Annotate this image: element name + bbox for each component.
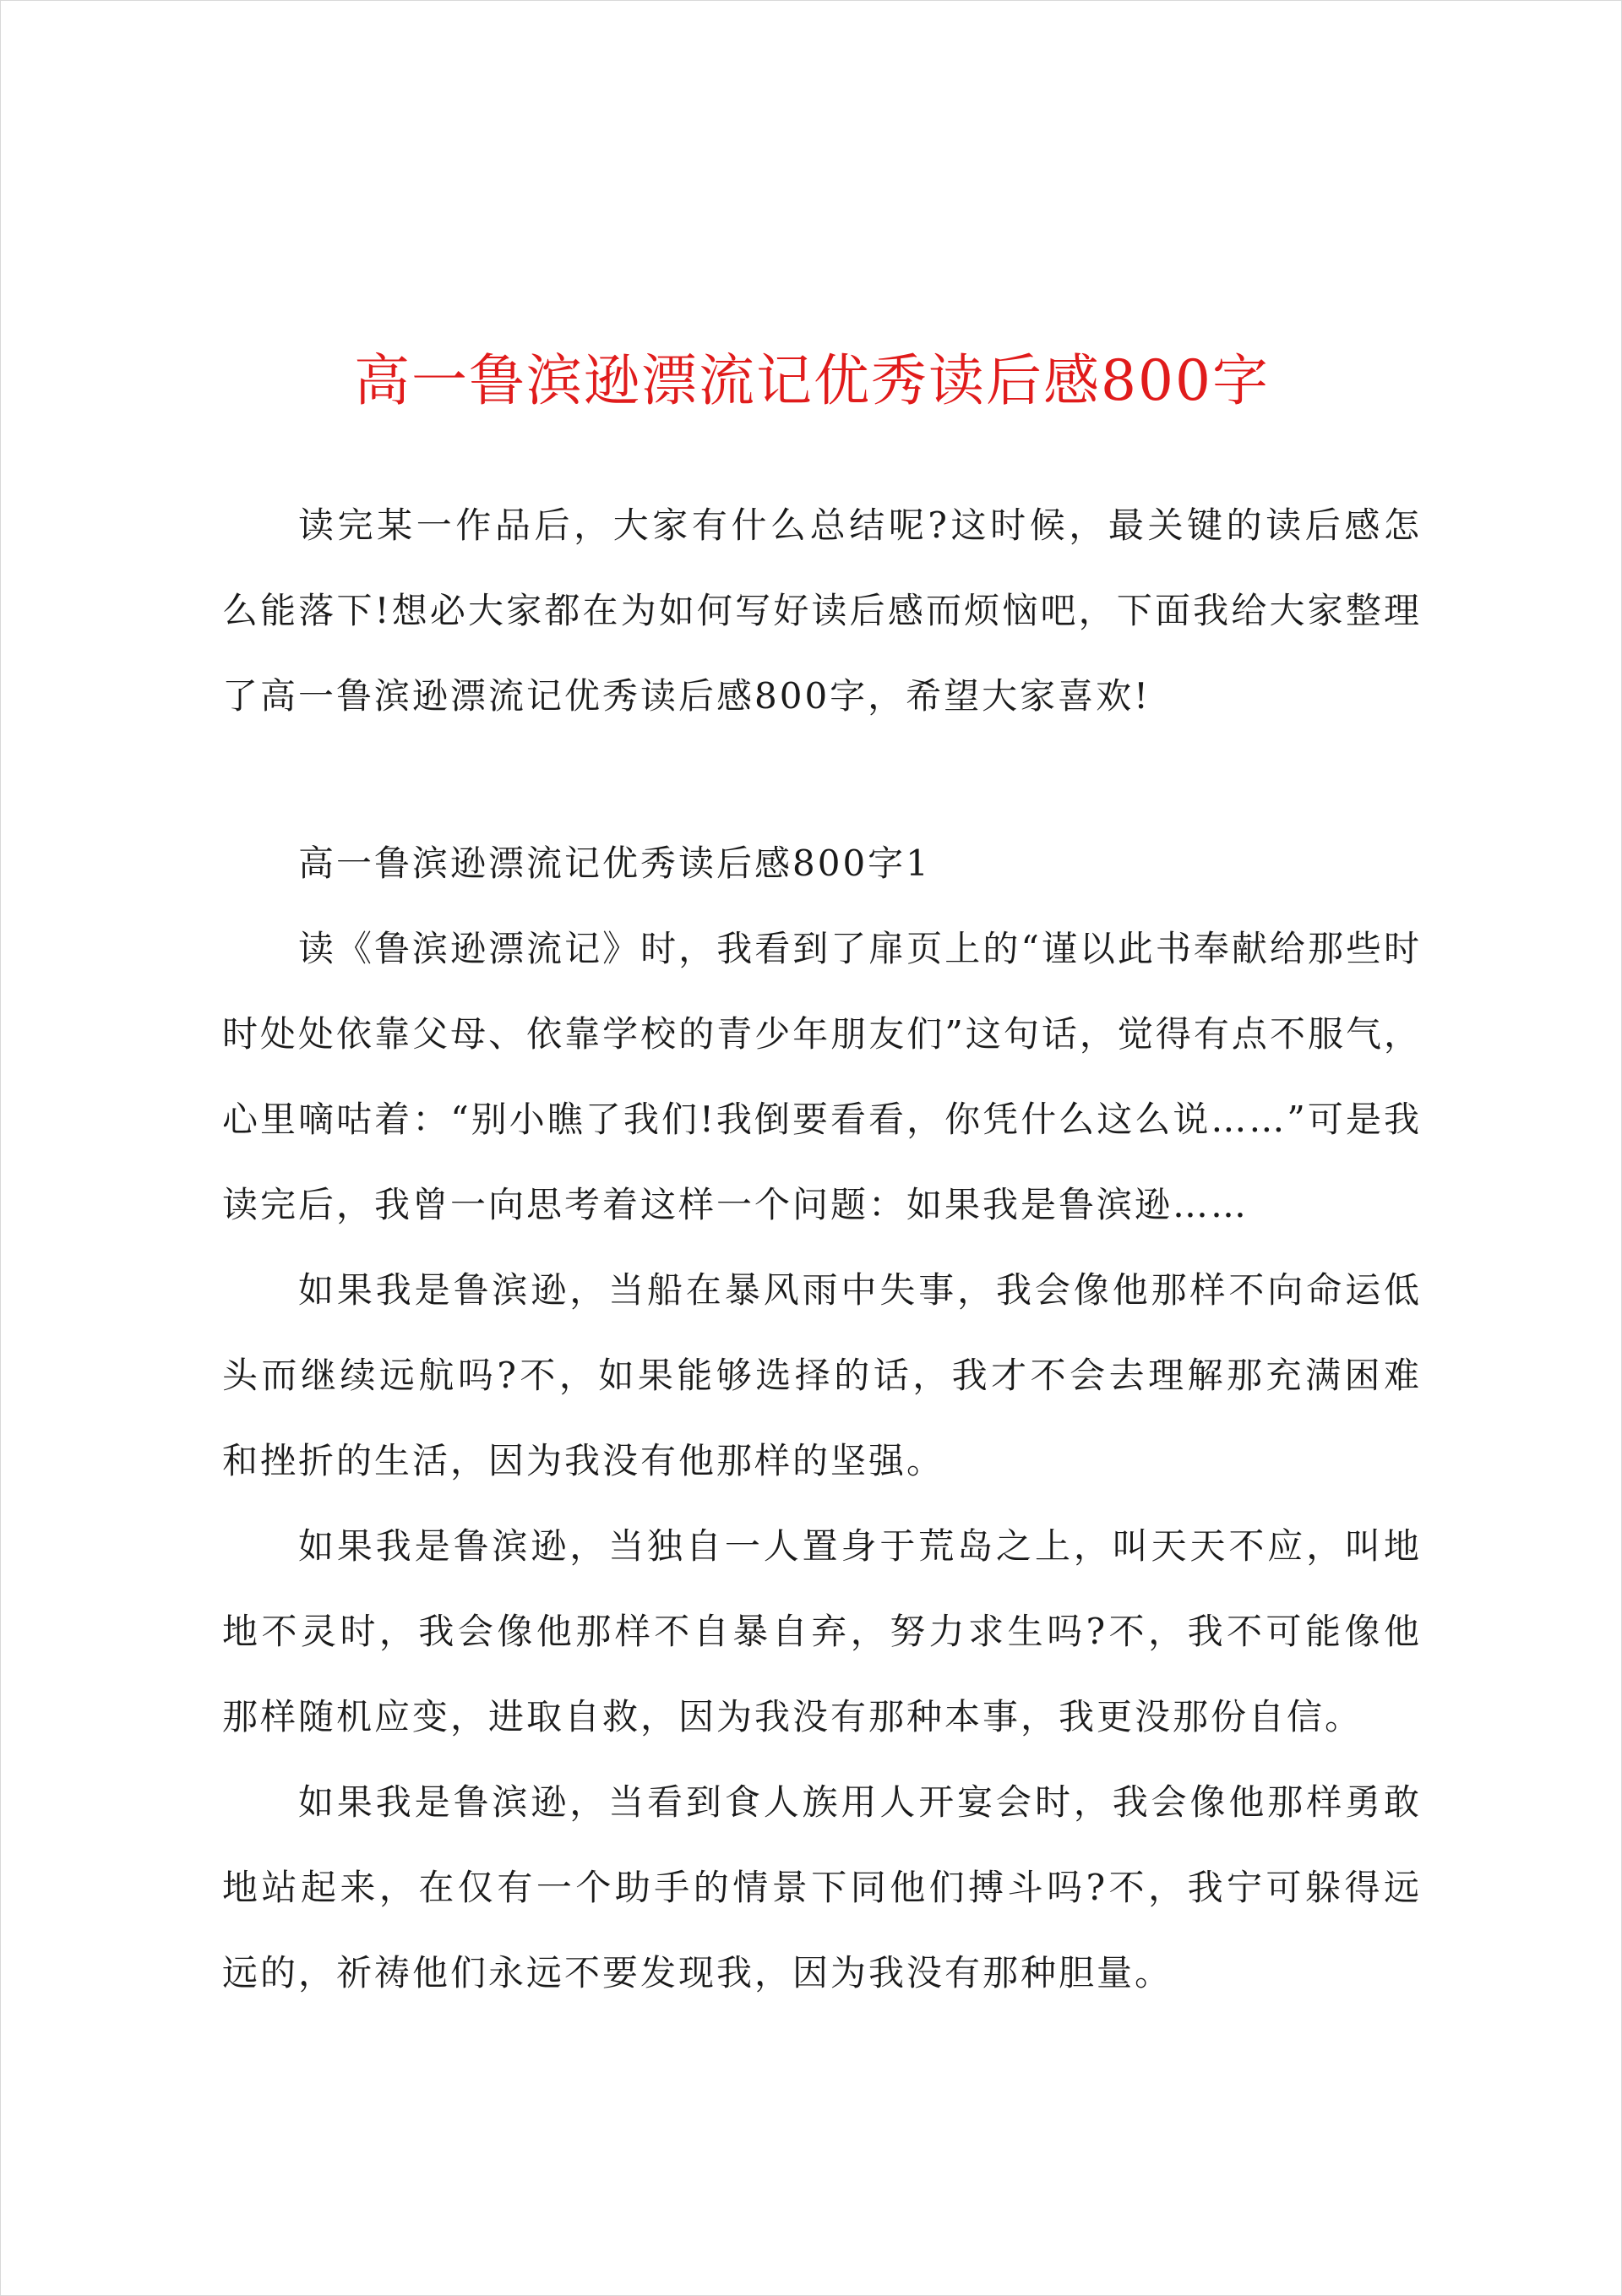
essay-paragraph-1: 读《鲁滨逊漂流记》时，我看到了扉页上的“谨以此书奉献给那些时时处处依靠父母、依靠学校的青少年朋友们”这句话，觉得有点不服气，心里嘀咕着：“别小瞧了我们!我倒要看看，你凭什么这么说……”可是我读完后，我曾一向思考着这样一个问题：如果我是鲁滨逊……: [222, 928, 1422, 1225]
essay-paragraph-3: 如果我是鲁滨逊，当独自一人置身于荒岛之上，叫天天不应，叫地地不灵时，我会像他那样不自暴自弃，努力求生吗?不，我不可能像他那样随机应变，进取自救，因为我没有那种本事，我更没那份自信。: [222, 1525, 1422, 1737]
intro-paragraph: 读完某一作品后，大家有什么总结呢?这时候，最关键的读后感怎么能落下!想必大家都在为如何写好读后感而烦恼吧，下面我给大家整理了高一鲁滨逊漂流记优秀读后感800字，希望大家喜欢!: [222, 504, 1422, 717]
essay-paragraph-2: 如果我是鲁滨逊，当船在暴风雨中失事，我会像他那样不向命运低头而继续远航吗?不，如果能够选择的话，我才不会去理解那充满困难和挫折的生活，因为我没有他那样的坚强。: [222, 1269, 1422, 1481]
essay-paragraph-4: 如果我是鲁滨逊，当看到食人族用人开宴会时，我会像他那样勇敢地站起来，在仅有一个助手的情景下同他们搏斗吗?不，我宁可躲得远远的，祈祷他们永远不要发现我，因为我没有那种胆量。: [222, 1781, 1422, 1993]
document-title: 高一鲁滨逊漂流记优秀读后感800字: [354, 348, 1270, 413]
intro-block: [222, 483, 1422, 739]
essay-block: [222, 821, 1422, 2015]
section-heading: 高一鲁滨逊漂流记优秀读后感800字1: [298, 843, 931, 884]
